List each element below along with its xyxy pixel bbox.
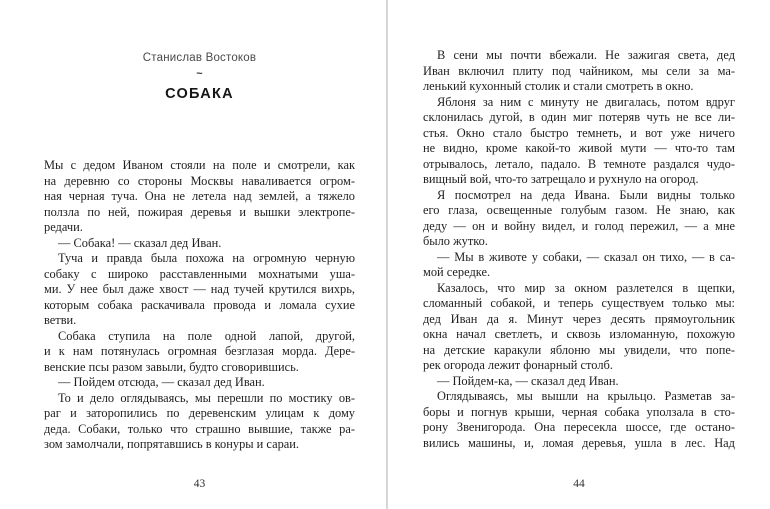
chapter-header [44,52,355,102]
text-line: склонилась дугой, в один миг потеряв чуть не все ли- [423,110,735,124]
text-line: его глаза, освещенные голубым газом. Не знаю, как [423,203,735,217]
chapter-title: СОБАКА [165,86,234,102]
text-line: венские псы разом завыли, будто сговорившись. [44,359,299,374]
page-number-left: 43 [193,478,206,490]
text-line: на детские каракули яблоню мы увидели, что попе- [423,342,735,357]
page-spine-divider [386,0,388,509]
page-text-right [423,48,735,451]
text-line: рону Звенигорода. Она пересекла шоссе, где остано- [423,420,735,434]
text-line: которым собака раскачивала провода и ломала сухие [44,297,355,312]
page-left [44,0,355,509]
text-line: было жутко. [423,234,488,248]
text-line: ми. У нее был даже хвост — над тучей крутился вихрь, [44,282,355,296]
text-line: на деревню со стороны Москвы наваливается огром- [44,173,355,188]
text-line: редачи. [44,220,83,234]
text-line: ная черная туча. Она не летела над землей, а тяжело [44,189,355,203]
text-line: — Собака! — сказал дед Иван. [58,235,222,250]
text-line: рек огорода лежит фонарный столб. [423,358,613,372]
text-line: Казалось, что мир за окном разлетелся в щепки, [437,280,735,295]
text-line: не видно, кроме какой-то живой мути — что-то там [423,141,735,155]
text-line: Мы с дедом Иваном стояли на поле и смотрели, как [44,158,355,172]
page-text-left [44,158,355,453]
text-line: стья. Окно стало быстро темнеть, и вот уже ничего [423,125,735,140]
page-number-right: 44 [573,478,585,490]
text-line: ветви. [44,313,77,327]
text-line: вищный вой, что-то затрещало и рухнуло на огород. [423,172,699,186]
text-line: окна начал светлеть, и сквозь изломанную, похожую [423,327,735,341]
text-line: Я посмотрел на деда Ивана. Были видны только [437,187,735,202]
text-line: Иван включил плиту под чайником, мы сели за ма- [423,63,735,78]
text-line: Собака ступила на поле одной лапой, другой, [58,328,355,343]
page-right [423,0,735,509]
text-line: собаку с широко расставленными мохнатыми уша- [44,266,355,281]
text-line: боры и погнув крыши, черная собака уползала в сто- [423,404,735,419]
text-line: дед Иван да я. Минут через десять прямоугольник [423,311,735,326]
text-line: Яблоня за ним с минуту не двигалась, потом вдруг [437,94,735,109]
text-line: вились машины, и, ломая деревья, ушла в лес. Над [423,435,735,450]
text-line: — Мы в животе у собаки, — сказал он тихо, — в са- [437,249,735,264]
text-line: Оглядываясь, мы вышли на крыльцо. Разметав за- [437,389,735,403]
text-line: ползла по ней, пожирая деревья и вышки электропе- [44,204,355,219]
text-line: деду — он и войну видел, и голод пережил, — а мне [423,218,735,233]
text-line: и к нам потянулась огромная безглазая морда. Дере- [44,344,355,358]
author-name: Станислав Востоков [142,52,257,64]
text-line: отрывалось, летало, падало. В темноте раздался чудо- [423,156,735,171]
text-line: деда. Собаки, только что страшно вывшие, также ра- [44,421,355,436]
ornament-tilde: ~ [196,68,203,80]
text-line: раг и заторопились по деревенским улицам к дому [44,406,355,420]
text-line: В сени мы почти вбежали. Не зажигая света, дед [437,48,735,62]
text-line: То и дело оглядываясь, мы перешли по мостику ов- [58,390,355,405]
text-line: ленький кухонный столик и стали смотреть в окно. [423,79,694,93]
text-line: — Пойдем-ка, — сказал дед Иван. [437,373,619,388]
text-line: мой середке. [423,265,491,279]
text-line: Туча и правда была похожа на огромную черную [58,251,355,265]
text-line: — Пойдем отсюда, — сказал дед Иван. [58,375,265,389]
text-line: сломанный собакой, и теперь существуем только мы: [423,296,735,310]
text-line: зом замолчали, попрятавшись в конуры и сараи. [44,437,299,451]
